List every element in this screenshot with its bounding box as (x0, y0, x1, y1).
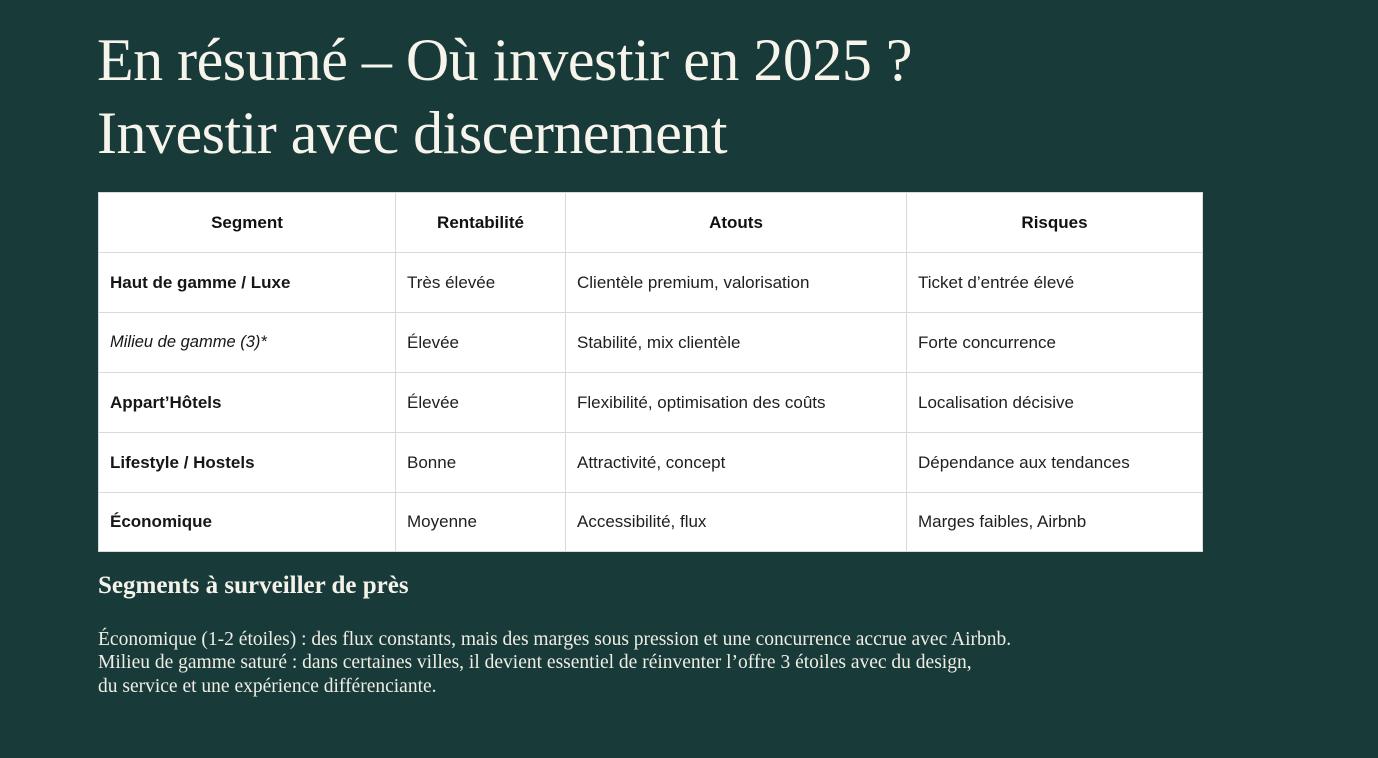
table-row (99, 433, 1203, 493)
cell-risques: Marges faibles, Airbnb (907, 493, 1203, 552)
footer-paragraph (98, 628, 1011, 698)
cell-segment: Haut de gamme / Luxe (99, 253, 396, 313)
cell-atouts: Flexibilité, optimisation des coûts (566, 373, 907, 433)
cell-atouts: Attractivité, concept (566, 433, 907, 493)
table-row (99, 253, 1203, 313)
cell-rentabilite: Très élevée (396, 253, 566, 313)
cell-rentabilite: Moyenne (396, 493, 566, 552)
cell-rentabilite: Bonne (396, 433, 566, 493)
cell-segment: Appart’Hôtels (99, 373, 396, 433)
table-row (99, 373, 1203, 433)
title-line-1: En résumé – Où investir en 2025 ? (97, 27, 912, 93)
table-header-row (99, 193, 1203, 253)
cell-atouts: Stabilité, mix clientèle (566, 313, 907, 373)
title-line-2: Investir avec discernement (97, 100, 728, 166)
cell-risques: Localisation décisive (907, 373, 1203, 433)
cell-risques: Ticket d’entrée élevé (907, 253, 1203, 313)
column-header-rentabilite: Rentabilité (396, 193, 566, 253)
table-row (99, 493, 1203, 552)
paragraph-line-3: du service et une expérience différenciante. (98, 675, 437, 697)
slide-title (97, 24, 912, 170)
column-header-segment: Segment (99, 193, 396, 253)
cell-rentabilite: Élevée (396, 373, 566, 433)
column-header-risques: Risques (907, 193, 1203, 253)
segments-table (98, 192, 1203, 552)
cell-rentabilite: Élevée (396, 313, 566, 373)
cell-risques: Forte concurrence (907, 313, 1203, 373)
cell-risques: Dépendance aux tendances (907, 433, 1203, 493)
paragraph-line-1: Économique (1-2 étoiles) : des flux constants, mais des marges sous pression et une concurrence accrue avec Airbnb. (98, 629, 1012, 650)
paragraph-line-2: Milieu de gamme saturé : dans certaines villes, il devient essentiel de réinventer l’offre 3 étoiles avec du design, (98, 652, 972, 674)
column-header-atouts: Atouts (566, 193, 907, 253)
cell-segment: Économique (99, 493, 396, 552)
cell-segment: Lifestyle / Hostels (99, 433, 396, 493)
cell-segment: Milieu de gamme (3)* (99, 313, 396, 373)
cell-atouts: Accessibilité, flux (566, 493, 907, 552)
table-row (99, 313, 1203, 373)
footer-heading: Segments à surveiller de près (98, 572, 409, 599)
cell-atouts: Clientèle premium, valorisation (566, 253, 907, 313)
